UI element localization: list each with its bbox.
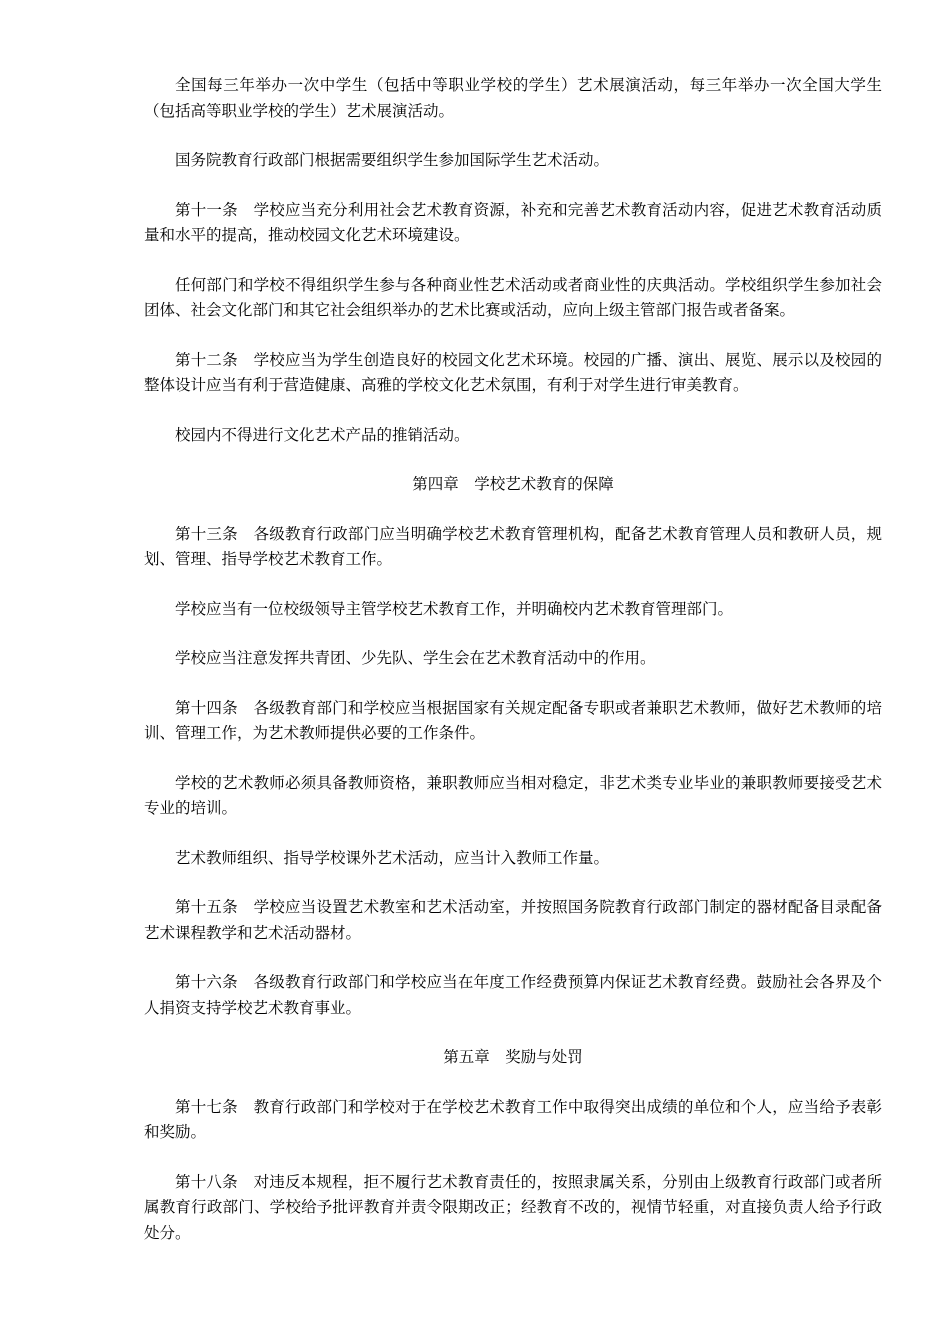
- article-14: 第十四条 各级教育部门和学校应当根据国家有关规定配备专职或者兼职艺术教师，做好艺术教师的培训、管理工作，为艺术教师提供必要的工作条件。: [144, 698, 882, 742]
- article-12: 第十二条 学校应当为学生创造良好的校园文化艺术环境。校园的广播、演出、展览、展示以及校园的整体设计应当有利于营造健康、高雅的学校文化艺术氛围，有利于对学生进行审美教育。: [144, 350, 882, 394]
- paragraph-no-promotion: 校园内不得进行文化艺术产品的推销活动。: [175, 425, 470, 444]
- paragraph-youth-organizations: 学校应当注意发挥共青团、少先队、学生会在艺术教育活动中的作用。: [175, 649, 656, 667]
- article-16: 第十六条 各级教育行政部门和学校应当在年度工作经费预算内保证艺术教育经费。鼓励社会各界及个人捐资支持学校艺术教育事业。: [144, 973, 882, 1017]
- document-page: [144, 73, 882, 1270]
- article-17: 第十七条 教育行政部门和学校对于在学校艺术教育工作中取得突出成绩的单位和个人，应当给予表彰和奖励。: [144, 1097, 882, 1141]
- paragraph-international-activities: 国务院教育行政部门根据需要组织学生参加国际学生艺术活动。: [175, 151, 610, 169]
- paragraph-teacher-workload: 艺术教师组织、指导学校课外艺术活动，应当计入教师工作量。: [175, 848, 610, 867]
- article-15: 第十五条 学校应当设置艺术教室和艺术活动室，并按照国务院教育行政部门制定的器材配备目录配备艺术课程教学和艺术活动器材。: [144, 898, 882, 942]
- article-13: 第十三条 各级教育行政部门应当明确学校艺术教育管理机构，配备艺术教育管理人员和教研人员，规划、管理、指导学校艺术教育工作。: [144, 524, 882, 568]
- paragraph-art-exhibition: 全国每三年举办一次中学生（包括中等职业学校的学生）艺术展演活动，每三年举办一次全国大学生（包括高等职业学校的学生）艺术展演活动。: [144, 76, 882, 120]
- article-18: 第十八条 对违反本规程，拒不履行艺术教育责任的，按照隶属关系，分别由上级教育行政部门或者所属教育行政部门、学校给予批评教育并责令限期改正；经教育不改的，视情节轻重，对直接负责人给予行政处分。: [144, 1172, 882, 1242]
- chapter-5-heading: 第五章 奖励与处罚: [443, 1048, 583, 1066]
- chapter-4-heading: 第四章 学校艺术教育的保障: [412, 475, 614, 493]
- paragraph-teacher-qualification: 学校的艺术教师必须具备教师资格，兼职教师应当相对稳定，非艺术类专业毕业的兼职教师要接受艺术专业的培训。: [144, 773, 882, 817]
- paragraph-commercial-activities: 任何部门和学校不得组织学生参与各种商业性艺术活动或者商业性的庆典活动。学校组织学生参加社会团体、社会文化部门和其它社会组织举办的艺术比赛或活动，应向上级主管部门报告或者备案。: [144, 275, 882, 319]
- article-11: 第十一条 学校应当充分利用社会艺术教育资源，补充和完善艺术教育活动内容，促进艺术教育活动质量和水平的提高，推动校园文化艺术环境建设。: [144, 200, 882, 244]
- paragraph-school-leader: 学校应当有一位校级领导主管学校艺术教育工作，并明确校内艺术教育管理部门。: [175, 599, 734, 618]
